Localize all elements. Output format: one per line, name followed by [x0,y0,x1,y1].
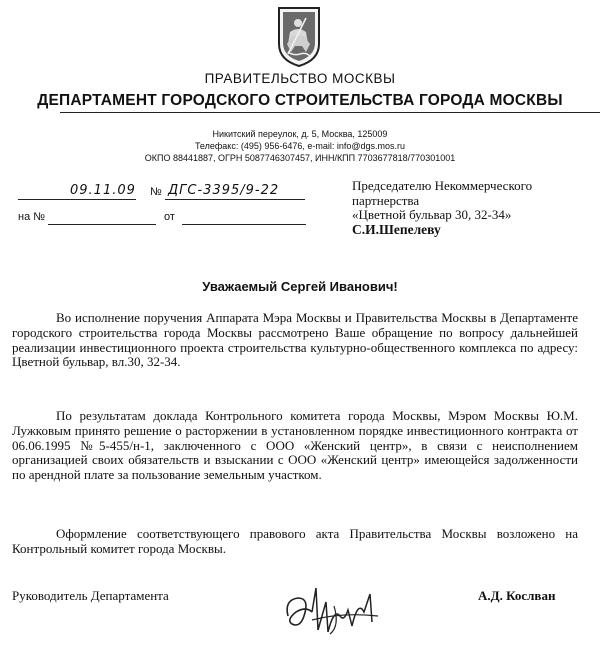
reference-date-underline [182,224,306,225]
signer-role: Руководитель Департамента [12,588,169,603]
government-title: ПРАВИТЕЛЬСТВО МОСКВЫ [204,71,396,86]
body-paragraph-1: Во исполнение поручения Аппарата Мэра Москвы и Правительства Москвы в Департаменте городского строительства города Москвы рассмотрено Ваше обращение по вопросу дальнейшей реализации инвестиционного проекта строительства культурно-общественного комплекса по адресу: Цветной бульвар, вл.30, 32-34. [12,310,578,370]
number-prefix: № [150,186,162,198]
reference-prefix: на № [18,211,46,223]
codes-line: ОКПО 88441887, ОГРН 5087746307457, ИНН/КПП 7703677818/770301001 [144,153,456,163]
addressee-block [352,179,592,237]
letter-date: 09.11.09 [70,183,136,198]
handwritten-signature [282,582,402,638]
reference-from: от [164,211,175,223]
signer-name: А.Д. Кослван [478,588,556,603]
phone-line: Телефакс: (495) 956-6476, e-mail: info@dgs.mos.ru [194,141,406,151]
body-paragraph-2: По результатам доклада Контрольного комитета города Москвы, Мэром Москвы Ю.М. Лужковым принято решение о расторжении в установленном порядке инвестиционного контракта от 06.06.1995 №5-455/н-1, заключенного с ООО «Женский центр», в связи с неисполнением организацией своих обязательств и взыскании с ООО «Женский центр» имеющейся задолженности по арендной плате за пользование земельным участком. [12,408,578,483]
greeting: Уважаемый Сергей Иванович! [202,279,398,294]
body-paragraph-3: Оформление соответствующего правового акта Правительства Москвы возложено на Контрольный комитет города Москвы. [12,526,578,556]
addressee-name: С.И.Шепелеву [352,221,441,237]
address-line: Никитский переулок, д. 5, Москва, 125009 [212,129,388,139]
department-title: ДЕПАРТАМЕНТ ГОРОДСКОГО СТРОИТЕЛЬСТВА ГОРОДА МОСКВЫ [37,92,563,109]
date-underline [18,199,136,200]
addressee-line-3: «Цветной бульвар 30, 32-34» [352,207,512,222]
moscow-coat-of-arms-icon [276,6,322,68]
reference-number-underline [48,224,156,225]
letter-number: ДГС-3395/9-22 [168,183,280,198]
addressee-line-1: Председателю Некоммерческого [352,178,533,193]
number-underline [165,199,305,200]
addressee-line-2: партнерства [352,192,420,208]
letterhead-divider [60,112,600,113]
